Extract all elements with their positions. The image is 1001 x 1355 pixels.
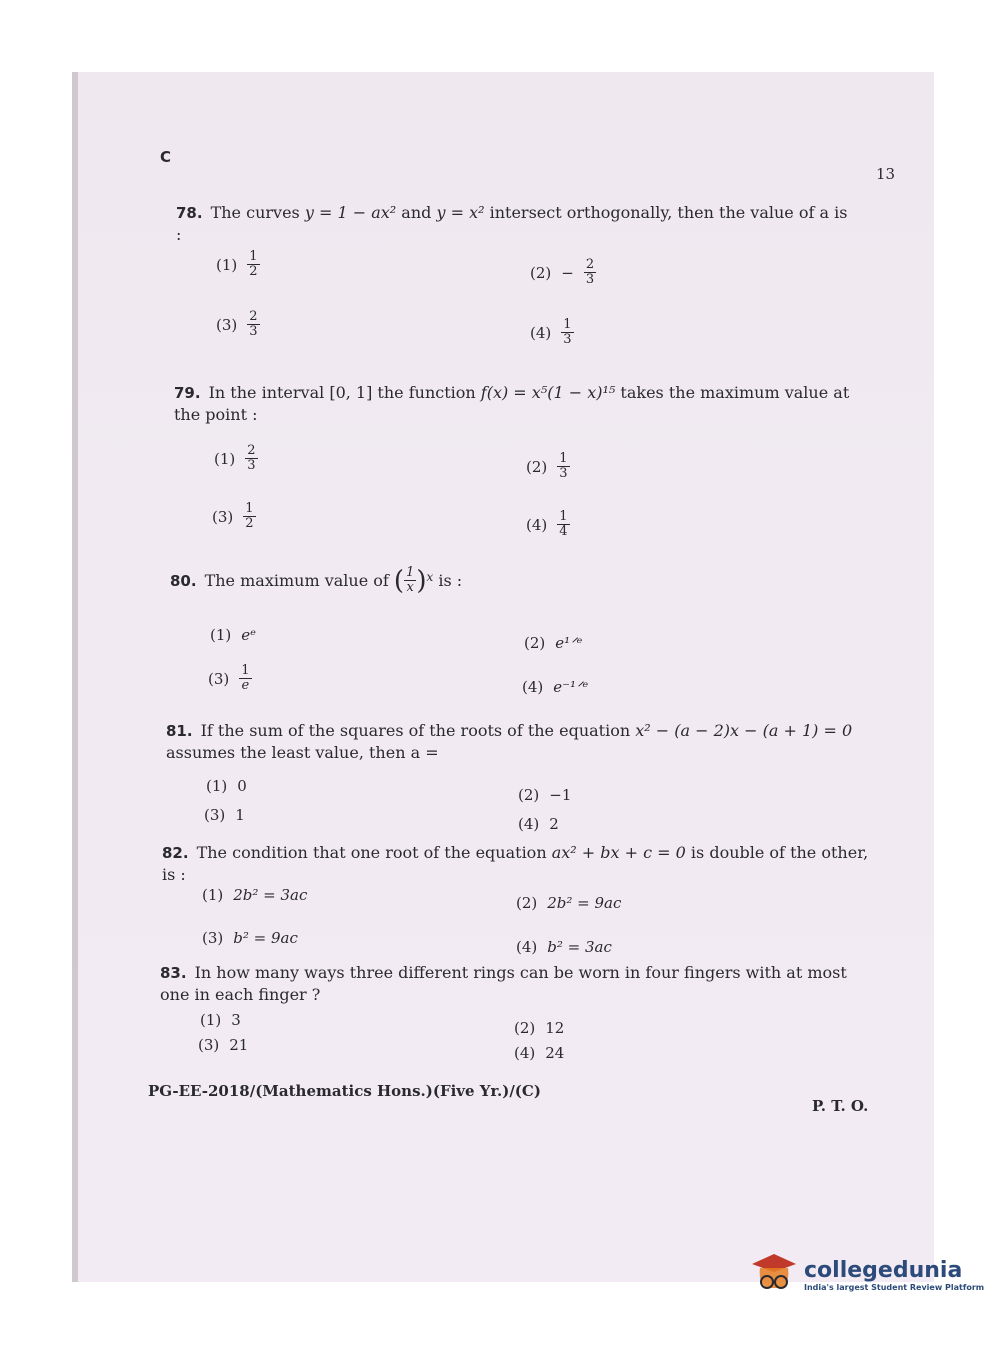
option-label: (2)	[516, 894, 538, 912]
scanned-page	[72, 72, 934, 1282]
question-text: is :	[433, 570, 463, 590]
option-value: b² = 9ac	[233, 929, 298, 947]
option-label: (1)	[206, 777, 228, 795]
numerator: 1	[249, 249, 258, 264]
option-label: (3)	[204, 806, 226, 824]
right-paren: )	[416, 565, 427, 596]
numerator: 2	[585, 257, 595, 272]
option-81-4	[518, 815, 559, 833]
option-82-1	[202, 886, 307, 904]
fraction	[245, 444, 257, 473]
numerator: 1	[241, 663, 250, 678]
option-label: (1)	[200, 1011, 222, 1029]
fraction	[247, 250, 259, 279]
option-value: e⁻¹ᐟᵉ	[553, 678, 589, 696]
option-label: (4)	[526, 515, 548, 534]
option-value: −1	[549, 786, 572, 804]
numerator: 1	[563, 317, 572, 332]
option-label: (4)	[518, 815, 540, 833]
option-80-4	[522, 678, 588, 696]
numerator: 2	[249, 309, 258, 324]
option-value: 2	[549, 815, 559, 833]
option-83-2	[514, 1019, 564, 1037]
equation: y = 1 − ax²	[304, 203, 397, 222]
option-78-2	[530, 258, 596, 287]
option-78-4	[530, 318, 574, 347]
option-value: 21	[229, 1036, 249, 1054]
fraction	[239, 664, 251, 693]
option-value: 1	[235, 806, 245, 824]
option-label: (2)	[514, 1019, 536, 1037]
question-text: assumes the least value, then a =	[166, 743, 439, 762]
denominator: 3	[559, 466, 568, 481]
option-83-4	[514, 1044, 564, 1062]
question-text: and	[396, 203, 437, 222]
option-label: (3)	[198, 1036, 220, 1054]
option-label: (1)	[216, 255, 238, 274]
option-label: (4)	[514, 1044, 536, 1062]
sign: −	[561, 263, 574, 282]
question-79	[174, 382, 880, 426]
denominator: 2	[249, 264, 258, 279]
numerator: 1	[245, 501, 254, 516]
denominator: 3	[247, 458, 256, 473]
question-number: 79.	[174, 384, 201, 402]
brand-name: collegedunia	[804, 1258, 963, 1283]
option-label: (1)	[210, 626, 232, 644]
option-value: 2b² = 3ac	[233, 886, 308, 904]
option-78-1	[216, 250, 260, 279]
pto-label: P. T. O.	[812, 1097, 869, 1115]
equation: x² − (a − 2)x − (a + 1) = 0	[635, 721, 853, 740]
question-text: The condition that one root of the equation	[196, 843, 552, 862]
denominator: 3	[563, 332, 572, 347]
option-label: (2)	[530, 263, 552, 282]
denominator: 2	[245, 516, 254, 531]
option-79-1	[214, 444, 258, 473]
option-79-4	[526, 510, 570, 539]
option-83-1	[200, 1011, 241, 1029]
question-text: In how many ways three different rings can be worn in four fingers with at most one in each finger ?	[160, 963, 847, 1004]
question-number: 80.	[170, 571, 197, 590]
question-83	[160, 962, 870, 1006]
question-80	[170, 566, 670, 595]
collegedunia-logo	[748, 1250, 984, 1300]
fraction	[561, 318, 573, 347]
option-label: (3)	[208, 669, 230, 688]
option-78-3	[216, 310, 260, 339]
option-82-3	[202, 929, 298, 947]
denominator: 3	[249, 324, 258, 339]
option-label: (3)	[212, 507, 234, 526]
equation: ax² + bx + c = 0	[551, 843, 686, 862]
option-81-2	[518, 786, 571, 804]
option-83-3	[198, 1036, 248, 1054]
question-number: 82.	[162, 844, 189, 862]
equation: y = x²	[436, 203, 485, 222]
question-81	[166, 720, 872, 764]
equation: f(x) = x⁵(1 − x)¹⁵	[480, 383, 616, 402]
fraction	[243, 502, 255, 531]
denominator: 4	[559, 524, 568, 539]
option-79-2	[526, 452, 570, 481]
option-label: (4)	[522, 678, 544, 696]
question-78	[176, 202, 856, 246]
option-80-1	[210, 626, 256, 644]
paper-code: PG-EE-2018/(Mathematics Hons.)(Five Yr.)/(C)	[148, 1082, 541, 1100]
mascot-icon	[748, 1250, 798, 1300]
fraction	[557, 510, 569, 539]
option-label: (3)	[202, 929, 224, 947]
option-82-4	[516, 938, 612, 956]
set-code: C	[160, 148, 172, 166]
numerator: 1	[559, 451, 568, 466]
fraction	[247, 310, 259, 339]
page-number: 13	[876, 165, 896, 183]
brand-tagline: India's largest Student Review Platform	[804, 1283, 985, 1292]
option-value: eᵉ	[241, 626, 256, 644]
denominator: 3	[585, 272, 595, 287]
numerator: 1	[559, 509, 568, 524]
exponent: x	[426, 570, 434, 584]
fraction	[584, 258, 596, 287]
option-label: (4)	[516, 938, 538, 956]
denominator: x	[406, 580, 414, 595]
question-number: 81.	[166, 722, 193, 740]
option-label: (1)	[202, 886, 224, 904]
question-text: The curves	[210, 203, 305, 222]
question-text: takes the maximum value at the point :	[174, 383, 850, 424]
fraction	[404, 566, 416, 595]
option-label: (3)	[216, 315, 238, 334]
option-label: (4)	[530, 323, 552, 342]
question-text: is double of the other, is :	[162, 843, 869, 884]
denominator: e	[241, 678, 250, 693]
question-82	[162, 842, 872, 886]
question-text: intersect orthogonally, then the value of a is :	[176, 203, 848, 244]
option-label: (2)	[524, 634, 546, 652]
question-number: 83.	[160, 964, 187, 982]
question-number: 78.	[176, 204, 203, 222]
option-79-3	[212, 502, 256, 531]
fraction	[557, 452, 569, 481]
option-value: 2b² = 9ac	[547, 894, 622, 912]
numerator: 2	[247, 443, 256, 458]
option-value: b² = 3ac	[547, 938, 612, 956]
question-text: In the interval [0, 1] the function	[208, 383, 481, 402]
option-81-3	[204, 806, 245, 824]
question-text: If the sum of the squares of the roots of the equation	[200, 721, 636, 740]
option-value: 12	[545, 1019, 565, 1037]
question-text: The maximum value of	[204, 570, 394, 590]
logo-text-block	[804, 1258, 984, 1292]
option-value: 0	[237, 777, 247, 795]
option-value: 24	[545, 1044, 565, 1062]
option-value: 3	[231, 1011, 241, 1029]
option-value: e¹ᐟᵉ	[555, 634, 583, 652]
left-paren: (	[393, 565, 405, 596]
numerator: 1	[406, 565, 415, 580]
option-80-3	[208, 664, 252, 693]
option-82-2	[516, 894, 621, 912]
option-label: (2)	[526, 457, 548, 476]
option-label: (2)	[518, 786, 540, 804]
option-80-2	[524, 634, 582, 652]
option-label: (1)	[214, 449, 236, 468]
option-81-1	[206, 777, 247, 795]
